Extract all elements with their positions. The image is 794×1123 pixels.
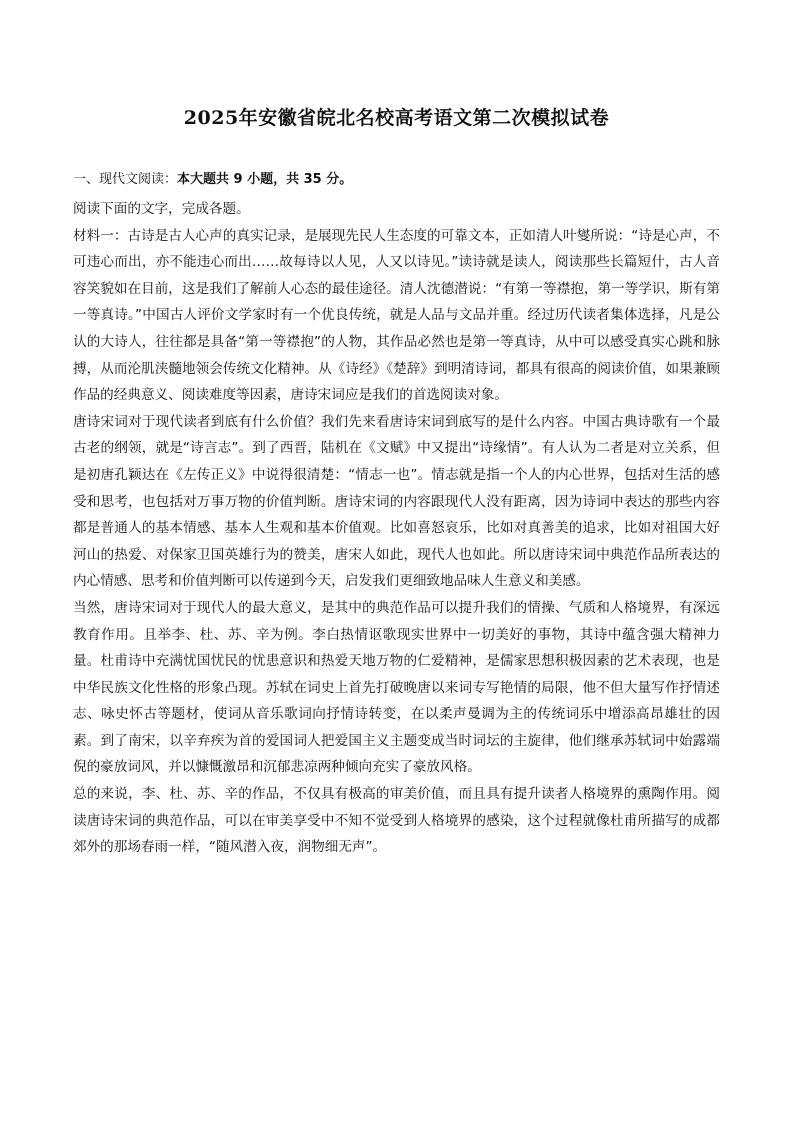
section-detail: 本大题共 9 小题，共 35 分。 [177, 172, 353, 187]
paragraph-4: 总的来说，李、杜、苏、辛的作品，不仅具有极高的审美价值，而且具有提升读者人格境界的熏陶作用。阅读唐诗宋词的典范作品，可以在审美享受中不知不觉受到人格境界的感染，这个过程就像杜甫所描写的成都郊外的那场春雨一样，“随风潜入夜，润物细无声”。 [73, 786, 720, 856]
section-prefix: 一、现代文阅读： [73, 172, 178, 187]
paragraph-2: 唐诗宋词对于现代读者到底有什么价值？我们先来看唐诗宋词到底写的是什么内容。中国古典诗歌有一个最古老的纲领，就是“诗言志”。到了西晋，陆机在《文赋》中又提出“诗缘情”。有人认为二者是对立关系，但是初唐孔颖达在《左传正义》中说得很清楚：“情志一也”。情志就是指一个人的内心世界，包括对生活的感受和思考，也包括对万事万物的价值判断。唐诗宋词的内容跟现代人没有距离，因为诗词中表达的那些内容都是普通人的基本情感、基本人生观和基本价值观。比如喜怒哀乐，比如对真善美的追求，比如对祖国大好河山的热爱、对保家卫国英雄行为的赞美，唐宋人如此，现代人也如此。所以唐诗宋词中典范作品所表达的内心情感、思考和价值判断可以传递到今天，启发我们更细致地品味人生意义和美感。 [73, 413, 720, 590]
paragraph-1: 材料一：古诗是古人心声的真实记录，是展现先民人生态度的可靠文本，正如清人叶燮所说：“诗是心声，不可违心而出，亦不能违心而出……故每诗以人见，人又以诗见。”读诗就是读人，阅读那些长篇短什，古人音容笑貌如在目前，这是我们了解前人心态的最佳途径。清人沈德潜说：“有第一等襟抱，第一等学识，斯有第一等真诗。”中国古人评价文学家时有一个优良传统，就是人品与文品并重。经过历代读者集体选择，凡是公认的大诗人，往往都是具备“第一等襟抱”的人物，其作品必然也是第一等真诗，从中可以感受真实心跳和脉搏，从而沦肌浃髓地领会传统文化精神。从《诗经》《楚辞》到明清诗词，都具有很高的阅读价值，如果兼顾作品的经典意义、阅读难度等因素，唐诗宋词应是我们的首选阅读对象。 [73, 227, 720, 404]
paragraph-3: 当然，唐诗宋词对于现代人的最大意义，是其中的典范作品可以提升我们的情操、气质和人格境界，有深远教育作用。且举李、杜、苏、辛为例。李白热情讴歌现实世界中一切美好的事物，其诗中蕴含强大精神力量。杜甫诗中充满忧国忧民的忧患意识和热爱天地万物的仁爱精神，是儒家思想积极因素的艺术表现，也是中华民族文化性格的形象凸现。苏轼在词史上首先打破晚唐以来词专写艳情的局限，他不但大量写作抒情述志、咏史怀古等题材，使词从音乐歌词向抒情诗转变，在以柔声曼调为主的传统词乐中增添高昂雄壮的因素。到了南宋，以辛弃疾为首的爱国词人把爱国主义主题变成当时词坛的主旋律，他们继承苏轼词中始露端倪的豪放词风，并以慷慨激昂和沉郁悲凉两种倾向充实了豪放风格。 [73, 599, 720, 776]
page-title: 2025年安徽省皖北名校高考语文第二次模拟试卷 [183, 107, 610, 129]
section-heading [73, 170, 720, 190]
reading-instruction: 阅读下面的文字，完成各题。 [73, 201, 250, 217]
